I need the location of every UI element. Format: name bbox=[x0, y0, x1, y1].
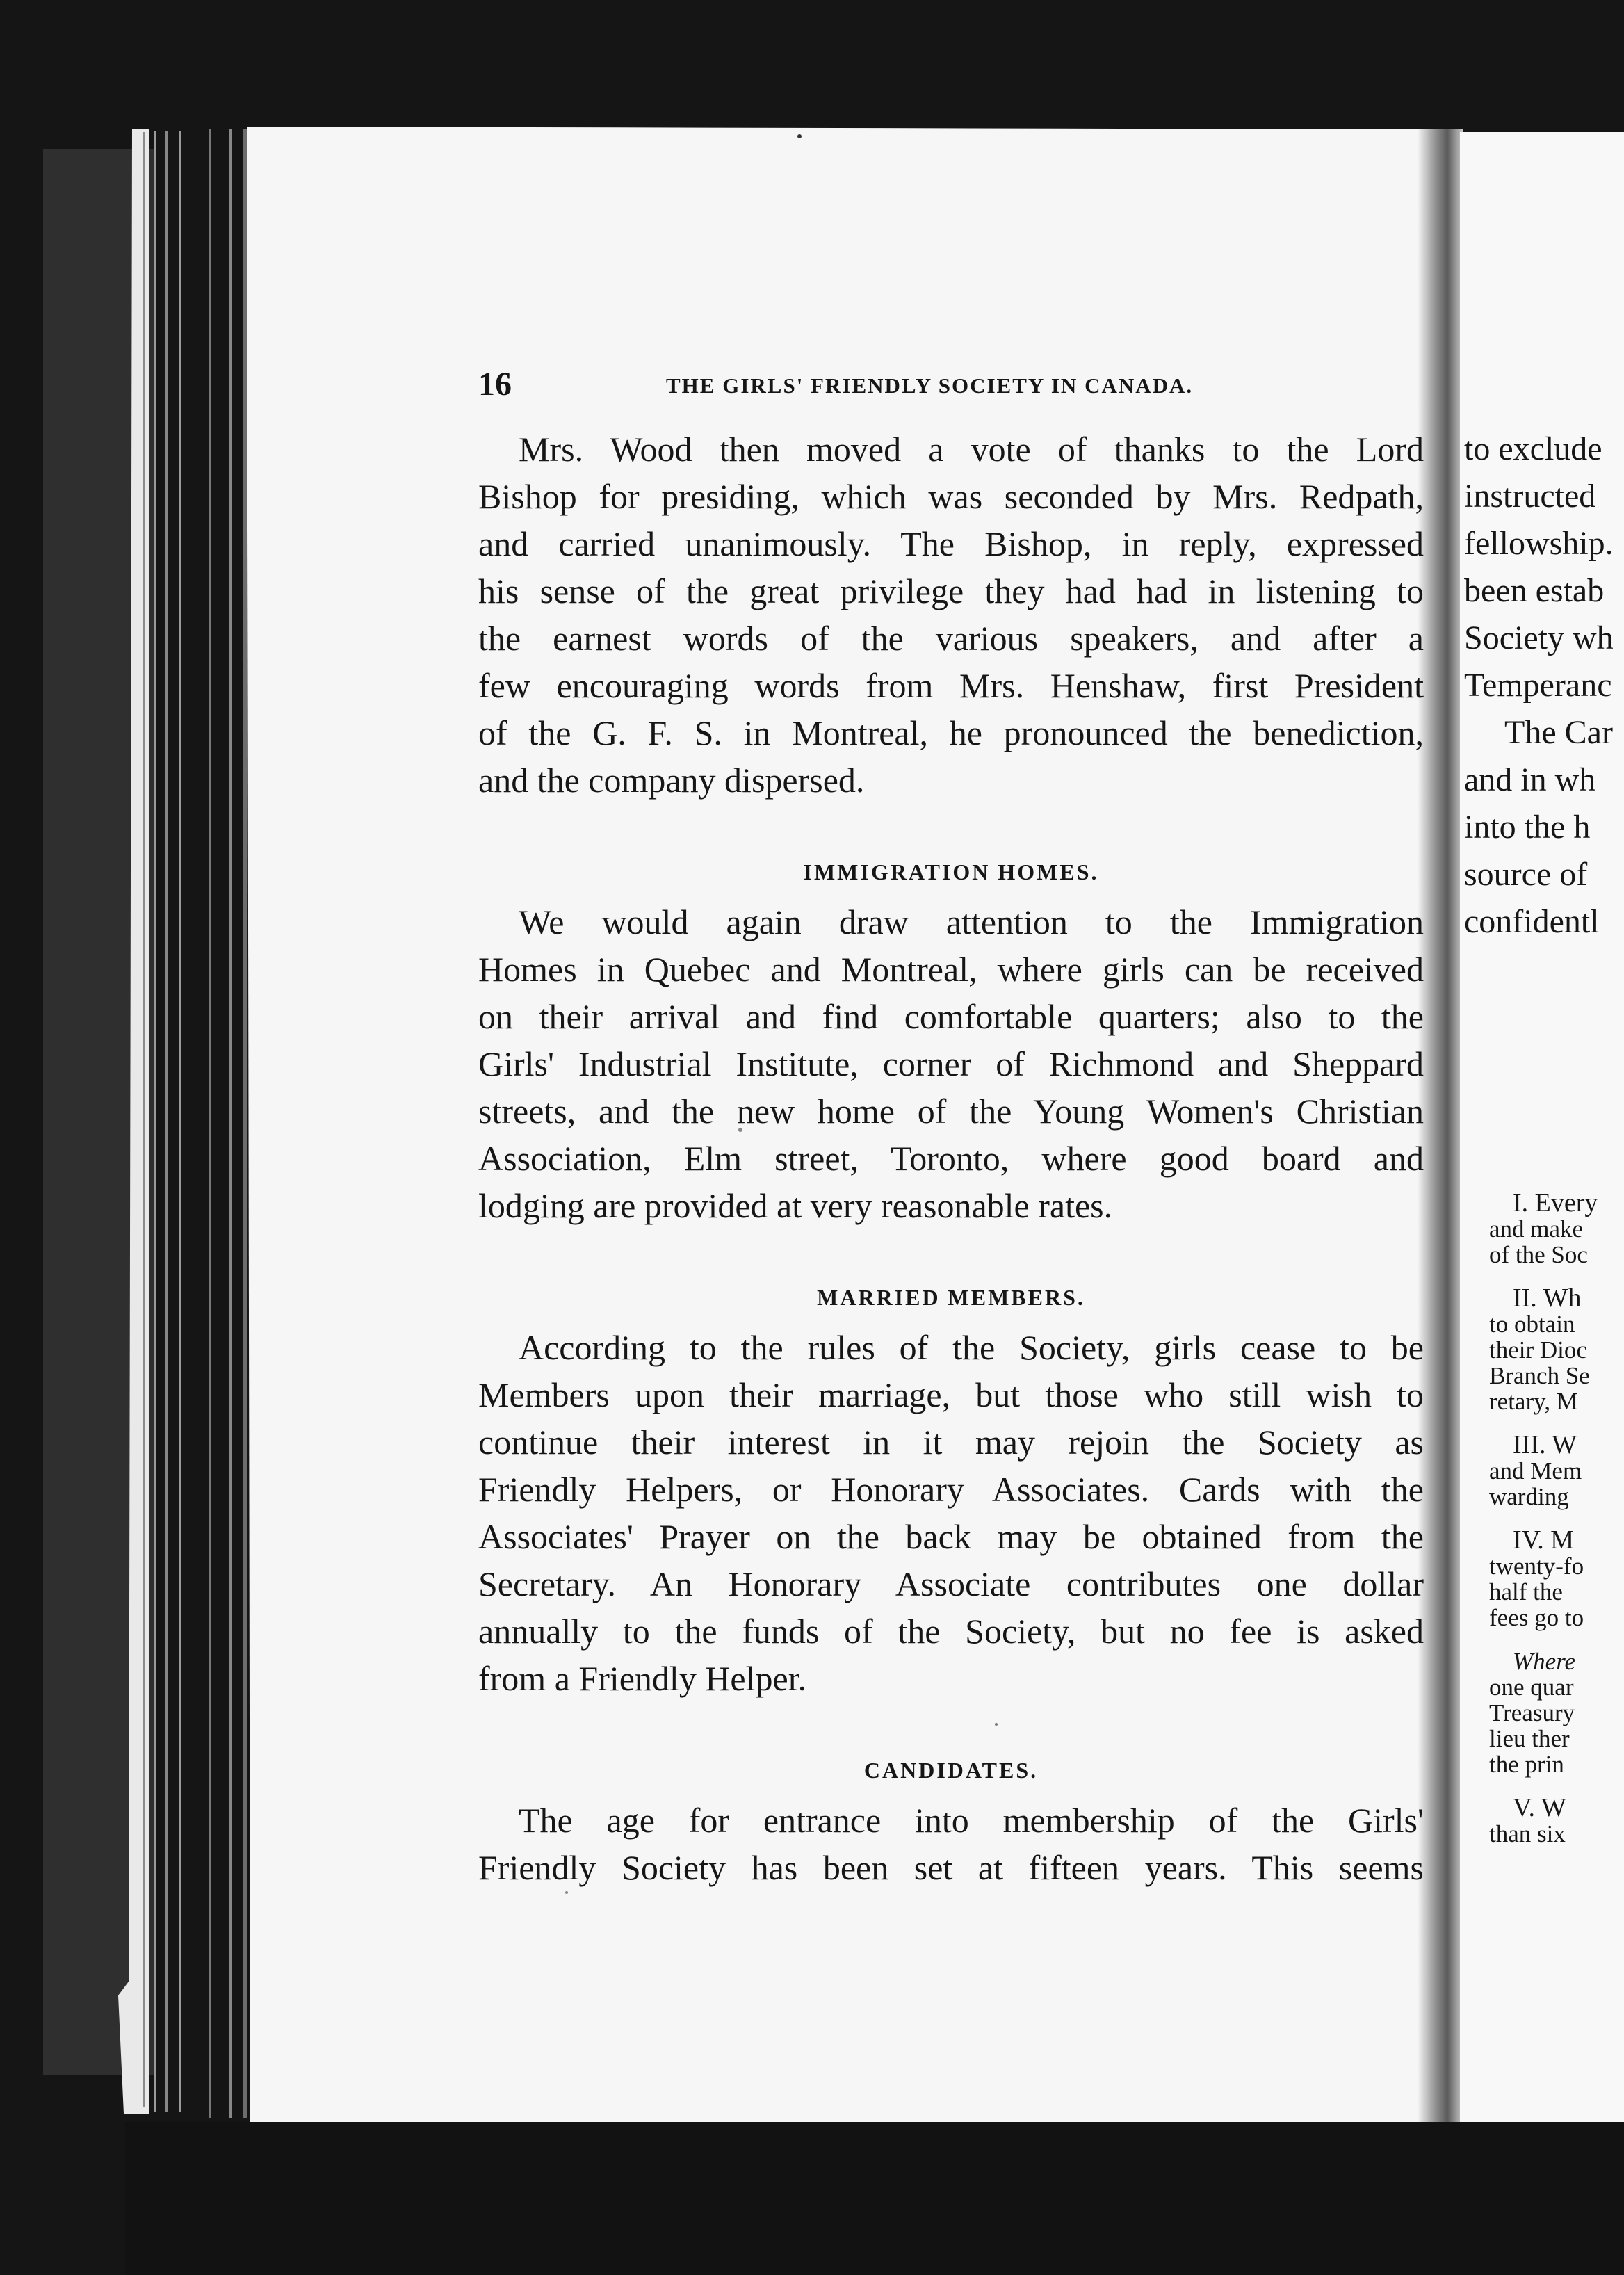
rule-line: twenty-fo bbox=[1489, 1553, 1584, 1580]
text-line: Association, Elm street, Toronto, where good board and bbox=[478, 1139, 1424, 1178]
rule-line: Where bbox=[1513, 1648, 1576, 1675]
rule-line: one quar bbox=[1489, 1674, 1574, 1701]
rule-line: than six bbox=[1489, 1820, 1566, 1847]
text-line: Girls' Industrial Institute, corner of Richmond and Sheppard bbox=[478, 1044, 1424, 1083]
text-line: lodging are provided at very reasonable rates. bbox=[478, 1186, 1113, 1225]
right-text-line: Society wh bbox=[1464, 620, 1614, 656]
rule-line: fees go to bbox=[1489, 1604, 1584, 1631]
right-text-line: Temperanc bbox=[1464, 667, 1612, 704]
text-line: the earnest words of the various speakers, and after a bbox=[478, 619, 1424, 658]
right-text-line: been estab bbox=[1464, 572, 1605, 609]
rule-line: to obtain bbox=[1489, 1311, 1575, 1338]
text-line: Bishop for presiding, which was seconded by Mrs. Redpath, bbox=[478, 477, 1424, 516]
rule-line: lieu ther bbox=[1489, 1725, 1570, 1752]
running-title: THE GIRLS' FRIENDLY SOCIETY IN CANADA. bbox=[666, 373, 1194, 398]
right-text-line: confidentl bbox=[1464, 903, 1600, 940]
right-text-line: to exclude bbox=[1464, 430, 1602, 467]
text-line: The age for entrance into membership of the Girls' bbox=[519, 1801, 1424, 1840]
right-page-fragment bbox=[1464, 426, 1624, 946]
right-text-line: The Car bbox=[1504, 714, 1613, 751]
text-line: streets, and the new home of the Young Women's Christian bbox=[478, 1092, 1424, 1131]
section-heading-married-members: MARRIED MEMBERS. bbox=[817, 1285, 1085, 1310]
rule-line: of the Soc bbox=[1489, 1241, 1588, 1268]
right-text-line: and in wh bbox=[1464, 761, 1596, 798]
rule-line: half the bbox=[1489, 1578, 1563, 1605]
rule-line: V. W bbox=[1513, 1793, 1566, 1822]
text-line: on their arrival and find comfortable quarters; also to the bbox=[478, 997, 1424, 1036]
text-line: annually to the funds of the Society, but no fee is asked bbox=[478, 1612, 1424, 1651]
right-page-rules bbox=[1489, 1190, 1624, 1847]
text-line: Mrs. Wood then moved a vote of thanks to the Lord bbox=[519, 430, 1424, 469]
text-line: Friendly Society has been set at fifteen years. This seems bbox=[478, 1848, 1424, 1887]
text-line: Homes in Quebec and Montreal, where girls can be received bbox=[478, 950, 1424, 989]
paragraph-vote-of-thanks bbox=[478, 426, 1424, 804]
paragraph-immigration-homes bbox=[478, 898, 1424, 1229]
text-line: of the G. F. S. in Montreal, he pronounced the benediction, bbox=[478, 713, 1424, 752]
rule-line: the prin bbox=[1489, 1751, 1564, 1778]
page-number: 16 bbox=[478, 366, 512, 403]
text-line: Friendly Helpers, or Honorary Associates. Cards with the bbox=[478, 1470, 1424, 1509]
text-line: continue their interest in it may rejoin the Society as bbox=[478, 1423, 1424, 1462]
rule-line: II. Wh bbox=[1513, 1284, 1582, 1313]
text-line: Associates' Prayer on the back may be obtained from the bbox=[478, 1517, 1424, 1556]
rule-line: I. Every bbox=[1513, 1188, 1598, 1217]
rule-line: retary, M bbox=[1489, 1388, 1578, 1415]
running-head bbox=[478, 362, 1424, 407]
rule-line: III. W bbox=[1513, 1430, 1577, 1459]
section-heading-immigration-homes: IMMIGRATION HOMES. bbox=[803, 859, 1099, 884]
text-line: According to the rules of the Society, girls cease to be bbox=[519, 1328, 1424, 1367]
right-text-line: instructed bbox=[1464, 478, 1596, 515]
rule-line: Branch Se bbox=[1489, 1362, 1590, 1389]
text-line: from a Friendly Helper. bbox=[478, 1659, 807, 1698]
right-text-line: fellowship. bbox=[1464, 525, 1614, 562]
paragraph-candidates bbox=[478, 1797, 1424, 1891]
left-page-body bbox=[478, 426, 1424, 1891]
right-text-line: into the h bbox=[1464, 809, 1591, 845]
rule-line: their Dioc bbox=[1489, 1336, 1587, 1363]
text-line: Members upon their marriage, but those who still wish to bbox=[478, 1375, 1424, 1414]
text-line: few encouraging words from Mrs. Henshaw, first President bbox=[478, 666, 1424, 705]
text-line: Secretary. An Honorary Associate contributes one dollar bbox=[478, 1564, 1424, 1603]
rule-line: Treasury bbox=[1489, 1699, 1575, 1726]
text-line: his sense of the great privilege they had had in listening to bbox=[478, 572, 1424, 610]
paragraph-married-members bbox=[478, 1324, 1424, 1702]
section-heading-candidates: CANDIDATES. bbox=[863, 1758, 1039, 1783]
rule-line: IV. M bbox=[1513, 1525, 1574, 1555]
right-text-line: source of bbox=[1464, 856, 1588, 893]
rule-line: and Mem bbox=[1489, 1457, 1582, 1484]
text-line: and carried unanimously. The Bishop, in reply, expressed bbox=[478, 524, 1424, 563]
text-line: and the company dispersed. bbox=[478, 761, 865, 800]
text-line: We would again draw attention to the Immigration bbox=[519, 902, 1424, 941]
rule-line: warding bbox=[1489, 1483, 1569, 1510]
rule-line: and make bbox=[1489, 1215, 1584, 1242]
